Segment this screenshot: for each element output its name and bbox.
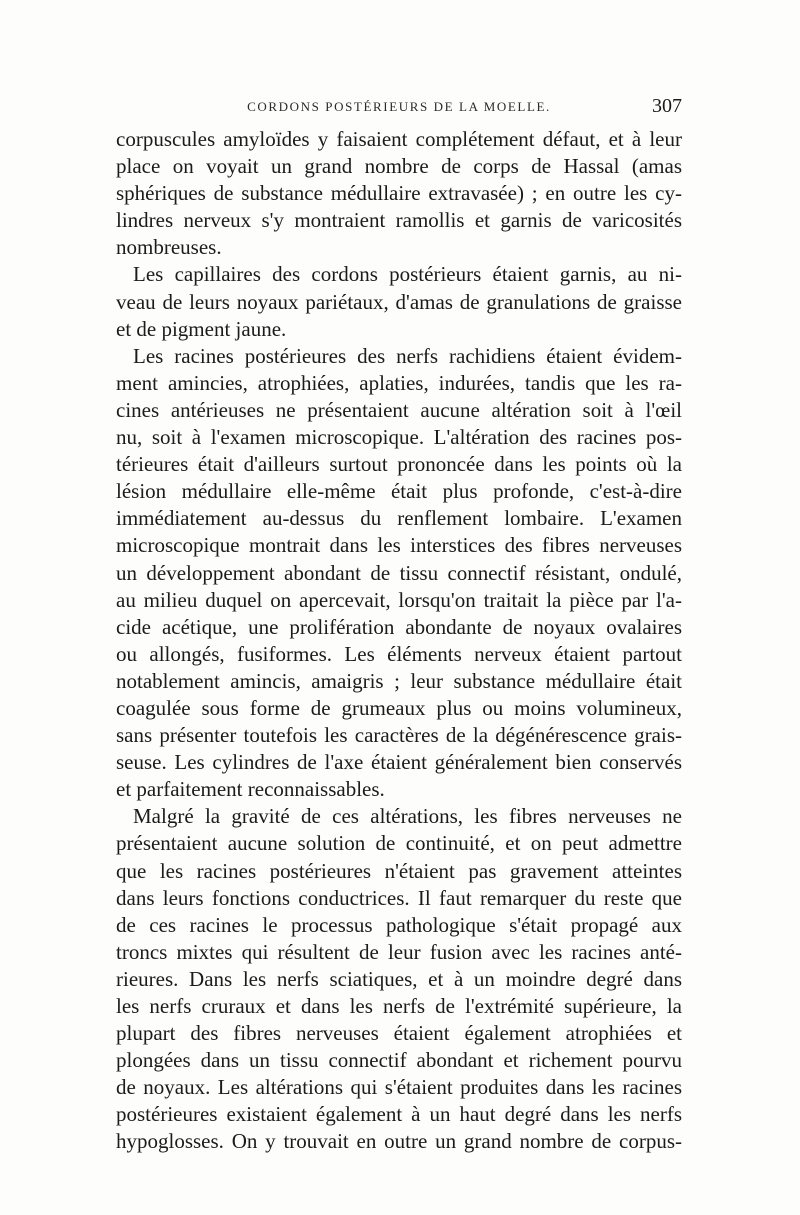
text-line: notablement amincis, amaigris ; leur substance médullaire était bbox=[116, 668, 682, 693]
text-line: nombreuses. bbox=[116, 235, 222, 260]
paragraph-start-line: Les capillaires des cordons postérieurs étaient garnis, au ni- bbox=[133, 262, 682, 287]
text-line: et de pigment jaune. bbox=[116, 316, 287, 341]
paragraph-start-line: Malgré la gravité de ces altérations, les fibres nerveuses ne bbox=[133, 804, 682, 829]
text-line: corpuscules amyloïdes y faisaient complétement défaut, et à leur bbox=[116, 127, 682, 151]
text-line: présentaient aucune solution de continuité, et on peut admettre bbox=[116, 831, 682, 856]
running-title: CORDONS POSTÉRIEURS DE LA MOELLE. bbox=[247, 99, 551, 114]
text-line: cines antérieuses ne présentaient aucune altération soit à l'œil bbox=[116, 397, 682, 422]
text-line: ment amincies, atrophiées, aplaties, indurées, tandis que les ra- bbox=[116, 370, 682, 395]
text-line: hypoglosses. On y trouvait en outre un grand nombre de corpus- bbox=[116, 1129, 682, 1154]
text-line: cide acétique, une prolifération abondante de noyaux ovalaires bbox=[116, 614, 682, 639]
text-line: lésion médullaire elle-même était plus profonde, c'est-à-dire bbox=[116, 479, 682, 504]
text-line: au milieu duquel on apercevait, lorsqu'on traitait la pièce par l'a- bbox=[116, 587, 682, 612]
text-line: immédiatement au-dessus du renflement lombaire. L'examen bbox=[116, 506, 682, 531]
text-line: place on voyait un grand nombre de corps de Hassal (amas bbox=[116, 154, 682, 179]
text-line: veau de leurs noyaux pariétaux, d'amas de granulations de graisse bbox=[116, 289, 682, 314]
text-line: microscopique montrait dans les interstices des fibres nerveuses bbox=[116, 533, 682, 558]
text-line: les nerfs cruraux et dans les nerfs de l'extrémité supérieure, la bbox=[116, 994, 682, 1018]
text-line: ou allongés, fusiformes. Les éléments nerveux étaient partout bbox=[116, 641, 682, 666]
body-text bbox=[116, 126, 682, 1156]
text-line: plongées dans un tissu connectif abondant et richement pourvu bbox=[116, 1048, 682, 1073]
text-line: seuse. Les cylindres de l'axe étaient généralement bien conservés bbox=[116, 750, 682, 775]
text-line: troncs mixtes qui résultent de leur fusion avec les racines anté- bbox=[116, 939, 682, 964]
text-line: dans leurs fonctions conductrices. Il faut remarquer du reste que bbox=[116, 885, 682, 910]
text-line: rieures. Dans les nerfs sciatiques, et à un moindre degré dans bbox=[116, 966, 682, 991]
text-line: un développement abondant de tissu connectif résistant, ondulé, bbox=[116, 560, 682, 585]
text-line: plupart des fibres nerveuses étaient également atrophiées et bbox=[116, 1021, 682, 1046]
text-line: sans présenter toutefois les caractères de la dégénérescence grais- bbox=[116, 723, 682, 748]
text-line: que les racines postérieures n'étaient pas gravement atteintes bbox=[116, 858, 682, 883]
text-line: et parfaitement reconnaissables. bbox=[116, 777, 385, 802]
text-line: postérieures existaient également à un haut degré dans les nerfs bbox=[116, 1102, 682, 1127]
running-head bbox=[116, 95, 682, 119]
text-line: sphériques de substance médullaire extravasée) ; en outre les cy- bbox=[116, 181, 682, 206]
text-line: térieures était d'ailleurs surtout prononcée dans les points où la bbox=[116, 452, 682, 477]
text-line: nu, soit à l'examen microscopique. L'altération des racines pos- bbox=[116, 425, 682, 450]
text-line: coagulée sous forme de grumeaux plus ou moins volumineux, bbox=[116, 695, 682, 720]
text-line: de noyaux. Les altérations qui s'étaient produites dans les racines bbox=[116, 1075, 682, 1100]
text-line: lindres nerveux s'y montraient ramollis et garnis de varicosités bbox=[116, 208, 682, 233]
text-line: de ces racines le processus pathologique s'était propagé aux bbox=[116, 912, 682, 937]
page-number: 307 bbox=[652, 95, 682, 117]
paragraph-start-line: Les racines postérieures des nerfs rachidiens étaient évidem- bbox=[133, 343, 682, 368]
